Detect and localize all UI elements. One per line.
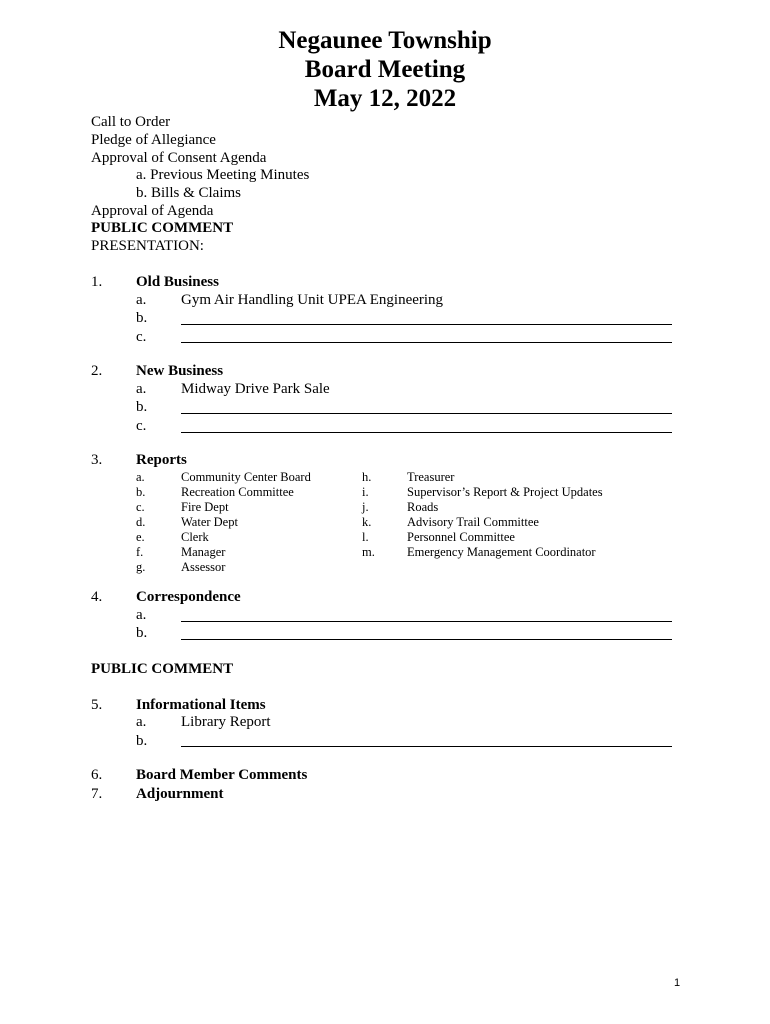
blank-line (181, 621, 672, 622)
consent-item-a: a. Previous Meeting Minutes (136, 167, 310, 183)
correspondence-heading: Correspondence (136, 589, 241, 605)
report-letter: k. (362, 515, 372, 529)
blank-line (181, 342, 672, 343)
item-letter: a. (136, 714, 147, 730)
report-letter: j. (362, 500, 369, 514)
page-title-date: May 12, 2022 (313, 85, 457, 112)
reports-heading: Reports (136, 452, 187, 468)
approval-of-agenda: Approval of Agenda (91, 203, 214, 219)
report-letter: b. (136, 485, 146, 499)
blank-line (181, 639, 672, 640)
section-number: 1. (91, 274, 103, 290)
call-to-order: Call to Order (91, 114, 171, 130)
report-letter: a. (136, 470, 145, 484)
item-letter: c. (136, 418, 147, 434)
public-comment-heading: PUBLIC COMMENT (91, 220, 234, 236)
report-letter: d. (136, 515, 146, 529)
section-number: 6. (91, 767, 103, 783)
report-letter: l. (362, 530, 369, 544)
report-advisory-trail: Advisory Trail Committee (407, 515, 539, 529)
public-comment-heading-2: PUBLIC COMMENT (91, 661, 234, 677)
section-number: 5. (91, 697, 103, 713)
item-letter: b. (136, 310, 148, 326)
report-letter: c. (136, 500, 145, 514)
old-business-item-a: Gym Air Handling Unit UPEA Engineering (181, 292, 444, 308)
report-manager: Manager (181, 545, 226, 559)
report-water-dept: Water Dept (181, 515, 238, 529)
report-community-center-board: Community Center Board (181, 470, 311, 484)
board-member-comments-heading: Board Member Comments (136, 767, 308, 783)
report-letter: h. (362, 470, 372, 484)
report-assessor: Assessor (181, 560, 226, 574)
approval-consent-agenda: Approval of Consent Agenda (91, 150, 267, 166)
item-letter: b. (136, 399, 148, 415)
adjournment-heading: Adjournment (136, 786, 224, 802)
report-clerk: Clerk (181, 530, 209, 544)
report-personnel: Personnel Committee (407, 530, 515, 544)
section-number: 7. (91, 786, 103, 802)
page-title-line-1: Negaunee Township (278, 27, 492, 54)
section-number: 4. (91, 589, 103, 605)
report-emergency-management: Emergency Management Coordinator (407, 545, 596, 559)
item-letter: a. (136, 381, 147, 397)
section-number: 2. (91, 363, 103, 379)
report-recreation-committee: Recreation Committee (181, 485, 294, 499)
report-roads: Roads (407, 500, 439, 514)
blank-line (181, 324, 672, 325)
blank-line (181, 746, 672, 747)
old-business-heading: Old Business (136, 274, 219, 290)
blank-line (181, 413, 672, 414)
page-number: 1 (674, 977, 681, 989)
report-treasurer: Treasurer (407, 470, 455, 484)
blank-line (181, 432, 672, 433)
informational-items-heading: Informational Items (136, 697, 266, 713)
report-fire-dept: Fire Dept (181, 500, 229, 514)
consent-item-b: b. Bills & Claims (136, 185, 242, 201)
item-letter: a. (136, 292, 147, 308)
section-number: 3. (91, 452, 103, 468)
presentation-heading: PRESENTATION: (91, 238, 204, 254)
report-supervisor: Supervisor’s Report & Project Updates (407, 485, 603, 499)
page-title-line-2: Board Meeting (304, 56, 466, 83)
report-letter: m. (362, 545, 375, 559)
item-letter: b. (136, 625, 148, 641)
item-letter: c. (136, 329, 147, 345)
item-letter: a. (136, 607, 147, 623)
item-letter: b. (136, 733, 148, 749)
new-business-item-a: Midway Drive Park Sale (181, 381, 330, 397)
new-business-heading: New Business (136, 363, 224, 379)
informational-item-a: Library Report (181, 714, 271, 730)
report-letter: f. (136, 545, 144, 559)
report-letter: i. (362, 485, 369, 499)
report-letter: g. (136, 560, 146, 574)
pledge-of-allegiance: Pledge of Allegiance (91, 132, 216, 148)
report-letter: e. (136, 530, 145, 544)
